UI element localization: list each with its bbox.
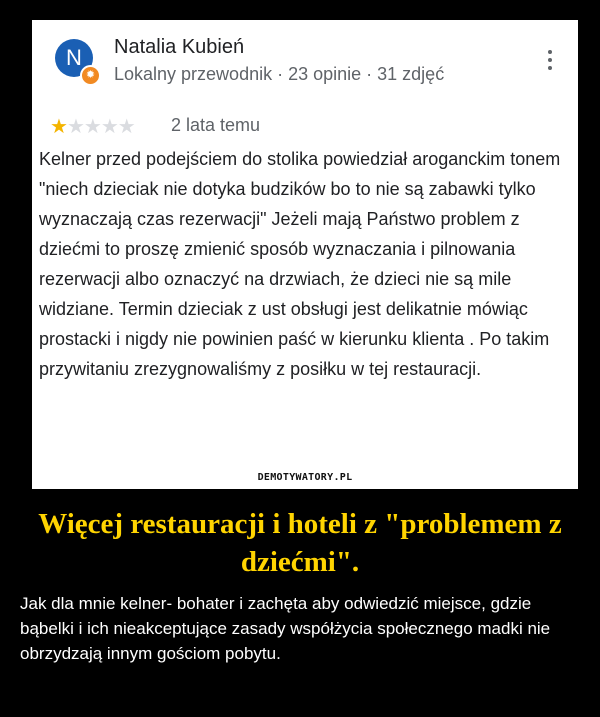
reviewer-name[interactable]: Natalia Kubień: [114, 36, 245, 58]
star-icon: ★: [66, 116, 84, 138]
avatar-letter: N: [66, 45, 82, 70]
star-icon: ★: [100, 116, 118, 138]
more-options-icon[interactable]: [546, 50, 554, 78]
local-guide-badge-icon: ✹: [80, 65, 101, 86]
star-rating: [50, 114, 135, 139]
post-title: Więcej restauracji i hoteli z "problemem z dziećmi".: [38, 508, 562, 578]
star-icon: ★: [50, 116, 67, 138]
star-icon: ★: [83, 116, 101, 138]
review-text: Kelner przed podejściem do stolika powiedział aroganckim tonem "niech dzieciak nie dotyka budzików bo to nie są zabawki tylko wyznaczają czas rezerwacji" Jeżeli mają Państwo problem z dziećmi to proszę zmienić sposób wyznaczania i pilnowania rezerwacji albo oznaczyć na drzwiach, że dzieci nie są mile widziane. Termin dzieciak z ust obsługi jest delikatnie mówiąc prostacki i nigdy nie powinien paść w kierunku klienta . Po takim przywitaniu zrezygnowaliśmy z posiłku w tej restauracji.: [39, 149, 561, 379]
review-screenshot: [32, 20, 578, 489]
watermark: DEMOTYWATORY.PL: [257, 472, 353, 483]
reviewer-meta: Lokalny przewodnik · 23 opinie · 31 zdjęć: [114, 64, 445, 84]
post-caption: Jak dla mnie kelner- bohater i zachęta aby odwiedzić miejsce, gdzie bąbelki i ich nieakceptujące zasady współżycia społecznego madki nie obrzydzają innym gościom pobytu.: [20, 594, 551, 663]
review-time: 2 lata temu: [171, 115, 261, 135]
star-icon: ★: [117, 116, 135, 138]
